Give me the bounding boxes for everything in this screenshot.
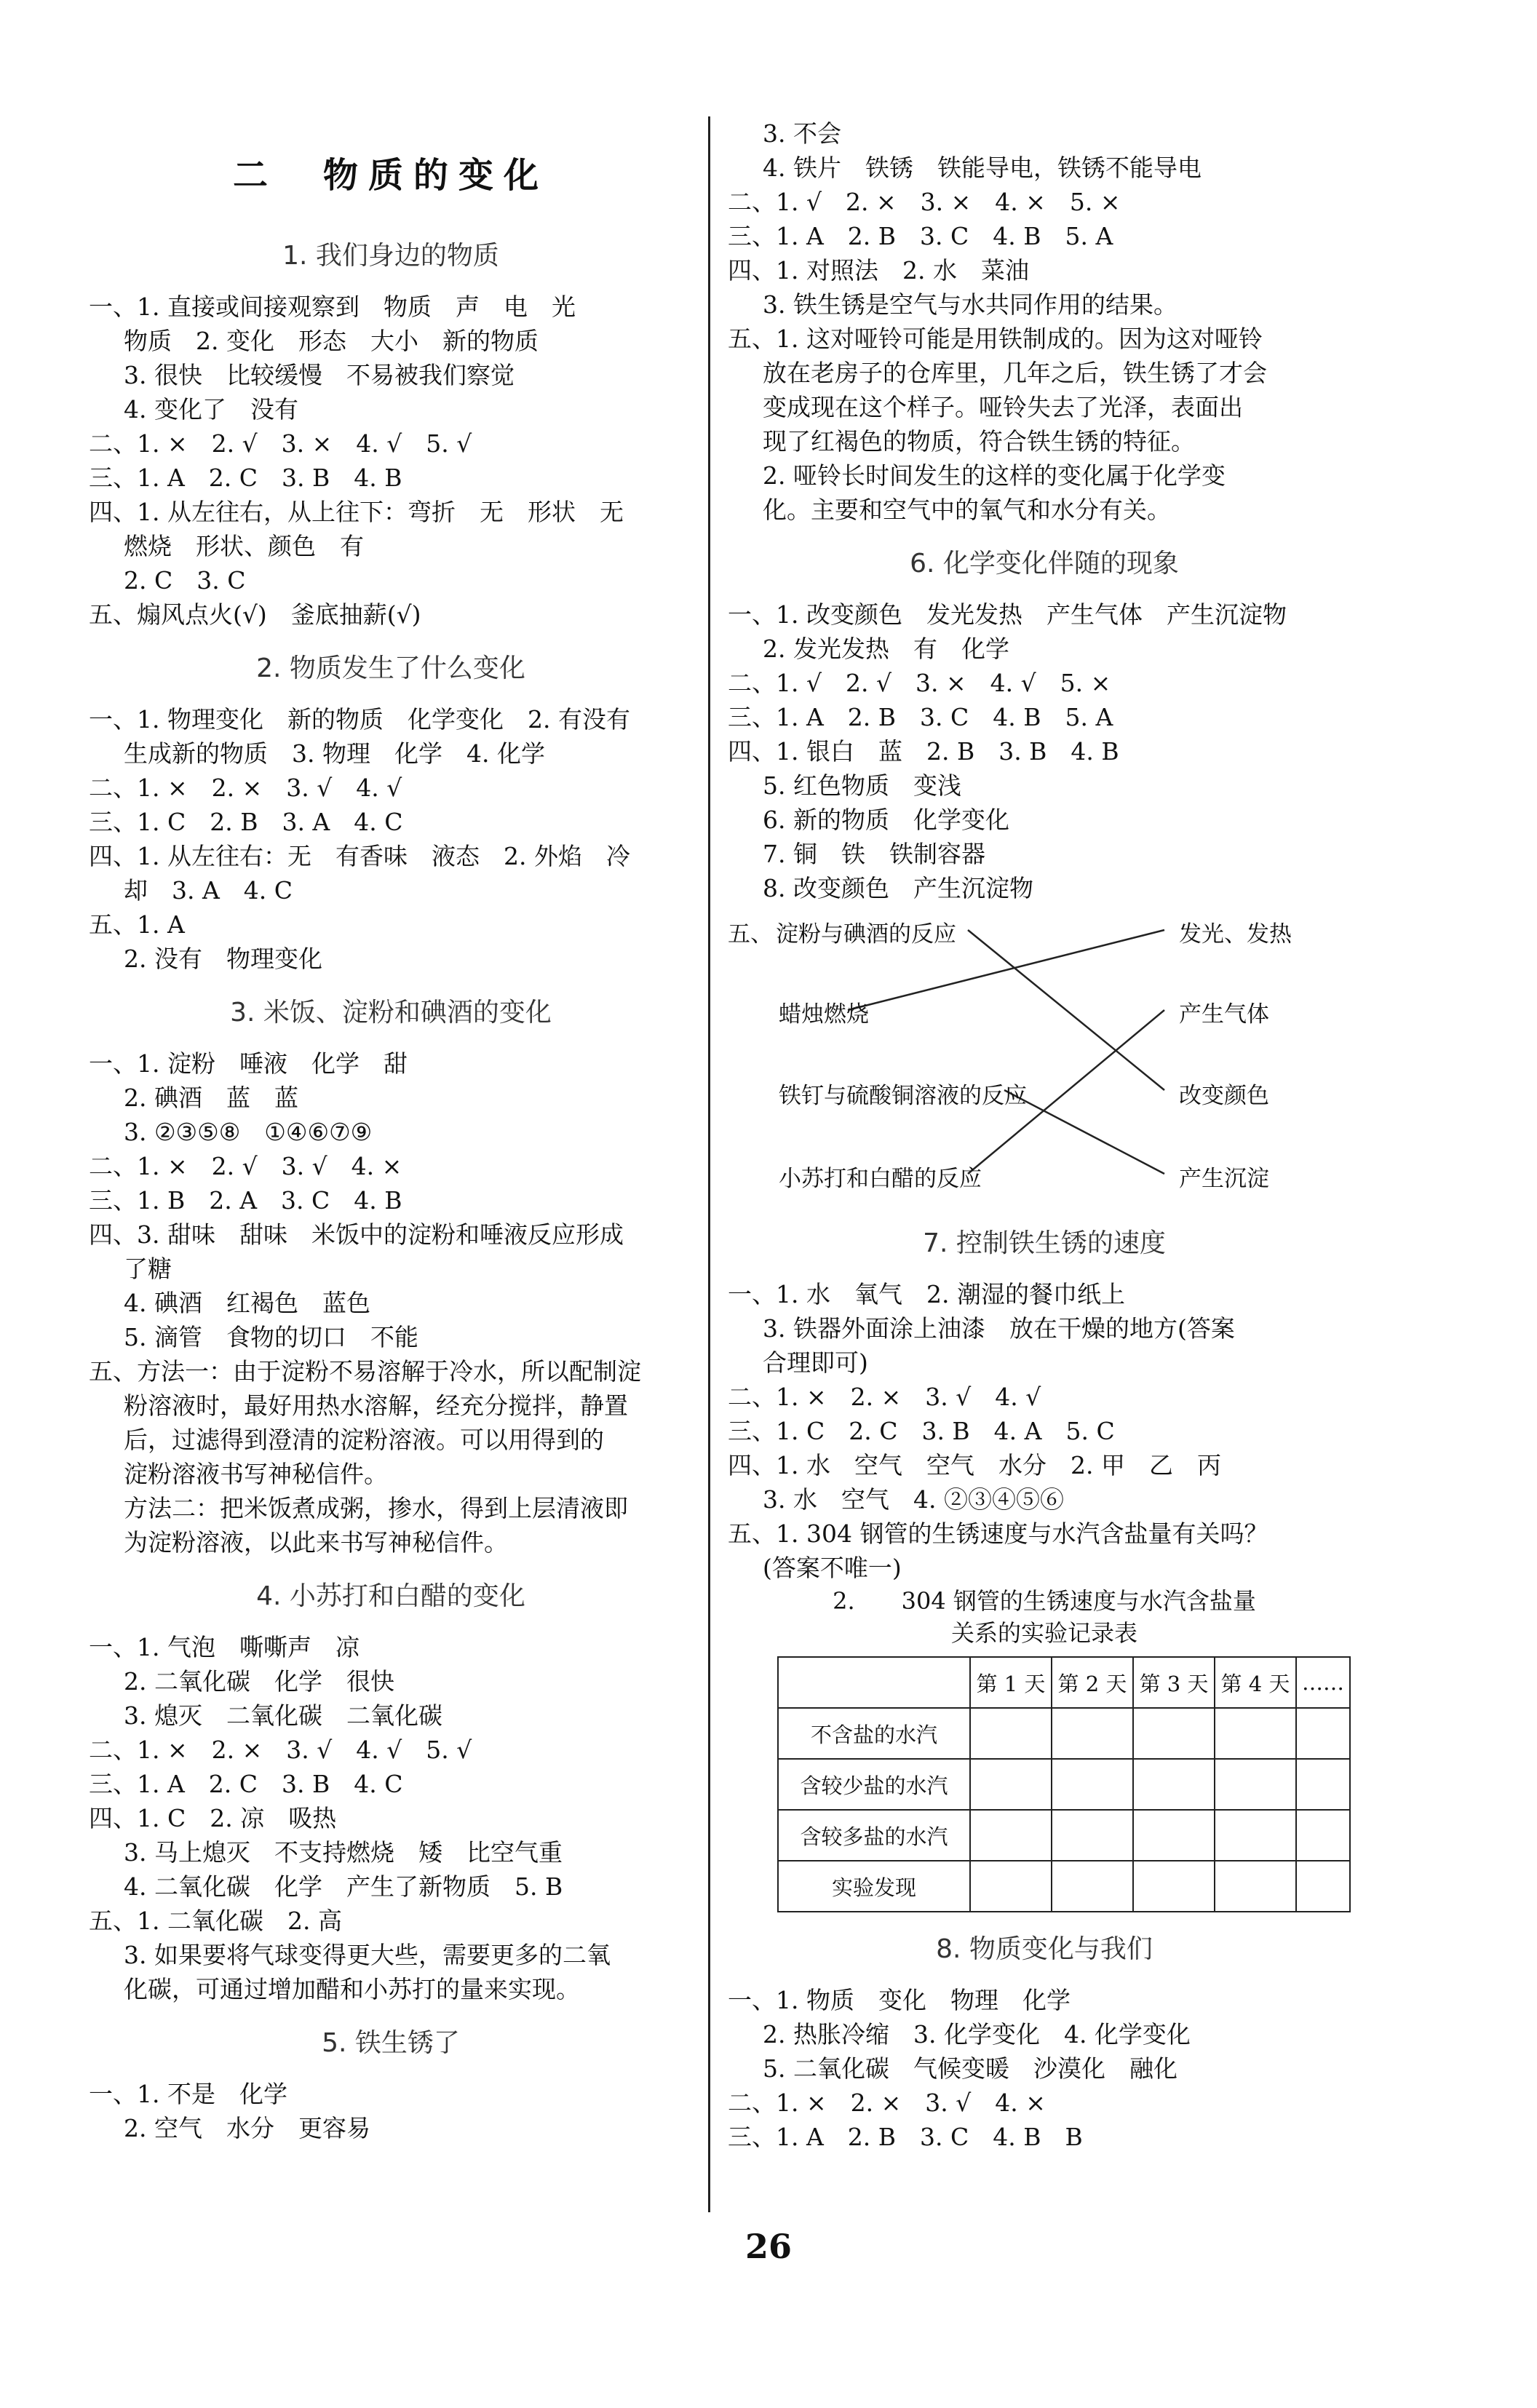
answer-line: 3. 马上熄灭 不支持燃烧 矮 比空气重	[124, 1838, 563, 1867]
match-left-item: 小苏打和白醋的反应	[779, 1166, 982, 1192]
answer-line: 四、1. 从左往右，从上往下：弯折 无 形状 无	[89, 498, 624, 526]
answer-line: 二、1. × 2. × 3. √ 4. √ 5. √	[89, 1736, 472, 1764]
answer-line: 五、1. A	[89, 910, 185, 939]
answer-line: 五、煽风点火(√) 釜底抽薪(√)	[89, 600, 421, 629]
table-header-row	[778, 1657, 1350, 1708]
answer-line: 一、1. 物质 变化 物理 化学	[728, 1986, 1071, 2014]
answer-line: 3. 水 空气 4. ②③④⑤⑥	[763, 1485, 1064, 1514]
answer-line: 二、1. × 2. √ 3. × 4. √ 5. √	[89, 429, 472, 458]
table-caption: 关系的实验记录表	[950, 1619, 1137, 1647]
answer-line: 2. 没有 物理变化	[124, 945, 322, 973]
match-left-item: 蜡烛燃烧	[779, 1001, 869, 1028]
matching-diagram	[728, 908, 1361, 1207]
answer-line: 2. 碘酒 蓝 蓝	[124, 1084, 298, 1112]
answer-line: 合理即可)	[763, 1348, 868, 1377]
answer-line: 三、1. A 2. B 3. C 4. B B	[728, 2123, 1083, 2151]
table-row	[778, 1759, 1350, 1810]
answer-line: 一、1. 气泡 嘶嘶声 凉	[89, 1633, 360, 1661]
answer-line: 2. 空气 水分 更容易	[124, 2114, 370, 2142]
table-row	[778, 1810, 1350, 1861]
answer-line: 却 3. A 4. C	[124, 876, 293, 905]
answer-line: 淀粉溶液书写神秘信件。	[124, 1460, 388, 1488]
table-row-label: 含较多盐的水汽	[778, 1810, 970, 1861]
table-header-cell: 第 1 天	[970, 1657, 1052, 1708]
answer-line: 4. 二氧化碳 化学 产生了新物质 5. B	[124, 1872, 563, 1901]
page-number: 26	[744, 2227, 792, 2266]
answer-line: 三、1. A 2. B 3. C 4. B 5. A	[728, 703, 1113, 731]
left-column	[89, 109, 693, 2145]
table-header-cell: 第 3 天	[1133, 1657, 1215, 1708]
table-row-label: 不含盐的水汽	[778, 1708, 970, 1759]
answer-line: 一、1. 不是 化学	[89, 2080, 287, 2108]
answer-line: 二、1. × 2. × 3. √ 4. √	[89, 774, 402, 802]
table-header-cell: 第 2 天	[1052, 1657, 1133, 1708]
answer-line: 燃烧 形状、颜色 有	[124, 532, 364, 560]
answer-line: 三、1. B 2. A 3. C 4. B	[89, 1186, 402, 1215]
answer-line: (答案不唯一)	[763, 1554, 902, 1582]
answer-line: 二、1. √ 2. × 3. × 4. × 5. ×	[728, 188, 1121, 216]
answer-line: 8. 改变颜色 产生沉淀物	[763, 874, 1033, 902]
answer-line: 二、1. √ 2. √ 3. × 4. √ 5. ×	[728, 669, 1111, 697]
match-line	[1004, 1090, 1164, 1174]
answer-line: 一、1. 物理变化 新的物质 化学变化 2. 有没有	[89, 705, 630, 734]
answer-line: 四、3. 甜味 甜味 米饭中的淀粉和唾液反应形成	[89, 1220, 624, 1249]
match-right-item: 发光、发热	[1179, 921, 1292, 947]
experiment-record-table	[777, 1656, 1351, 1912]
answer-line: 粉溶液时，最好用热水溶解，经充分搅拌，静置	[124, 1391, 628, 1420]
answer-line: 三、1. C 2. C 3. B 4. A 5. C	[728, 1417, 1115, 1445]
answer-line: 6. 新的物质 化学变化	[763, 806, 1009, 834]
chapter-title: 二 物质的变化	[232, 155, 549, 196]
answer-line: 4. 碘酒 红褐色 蓝色	[124, 1289, 370, 1317]
answer-line: 5. 红色物质 变浅	[763, 771, 961, 800]
answer-line: 二、1. × 2. × 3. √ 4. √	[728, 1383, 1041, 1411]
table-header-cell	[778, 1657, 970, 1708]
match-right-item: 改变颜色	[1179, 1083, 1269, 1109]
match-right-item: 产生沉淀	[1179, 1166, 1269, 1192]
table-row	[778, 1861, 1350, 1912]
section-title-5: 5. 铁生锈了	[322, 2028, 460, 2058]
answer-line: 四、1. 银白 蓝 2. B 3. B 4. B	[728, 737, 1119, 766]
answer-line: 2. 二氧化碳 化学 很快	[124, 1667, 394, 1696]
match-left-item: 铁钉与硫酸铜溶液的反应	[779, 1083, 1027, 1109]
match-left-item: 淀粉与碘酒的反应	[776, 921, 956, 947]
section-title-6: 6. 化学变化伴随的现象	[910, 549, 1179, 579]
answer-line: 三、1. A 2. C 3. B 4. B	[89, 464, 402, 492]
answer-line: 5. 滴管 食物的切口 不能	[124, 1323, 418, 1351]
right-column	[728, 116, 1361, 2154]
answer-line: 后，过滤得到澄清的淀粉溶液。可以用得到的	[124, 1426, 604, 1454]
answer-line: 3. 如果要将气球变得更大些，需要更多的二氧	[124, 1941, 611, 1969]
answer-line: 四、1. C 2. 凉 吸热	[89, 1804, 337, 1832]
answer-line: 一、1. 改变颜色 发光发热 产生气体 产生沉淀物	[728, 600, 1287, 629]
answer-line: 三、1. C 2. B 3. A 4. C	[89, 808, 403, 836]
answer-line: 五、1. 二氧化碳 2. 高	[89, 1907, 342, 1935]
answer-line: 方法二：把米饭煮成粥，掺水，得到上层清液即	[124, 1494, 628, 1522]
answer-line: 五、1. 304 钢管的生锈速度与水汽含盐量有关吗？	[728, 1519, 1268, 1548]
answer-line: 4. 铁片 铁锈 铁能导电，铁锈不能导电	[763, 154, 1202, 182]
answer-line: 四、1. 对照法 2. 水 菜油	[728, 256, 1029, 285]
section-title-7: 7. 控制铁生锈的速度	[923, 1228, 1166, 1258]
answer-line: 三、1. A 2. C 3. B 4. C	[89, 1770, 403, 1798]
answer-line: 物质 2. 变化 形态 大小 新的物质	[124, 327, 539, 355]
section-title-3: 3. 米饭、淀粉和碘酒的变化	[230, 998, 552, 1028]
answer-line: 二、1. × 2. × 3. √ 4. ×	[728, 2089, 1046, 2117]
answer-line: 3. 很快 比较缓慢 不易被我们察觉	[124, 361, 515, 389]
table-header-cell: 第 4 天	[1215, 1657, 1296, 1708]
answer-line: 7. 铜 铁 铁制容器	[763, 840, 985, 868]
answer-line: 一、1. 直接或间接观察到 物质 声 电 光	[89, 293, 576, 321]
answer-line: 化碳，可通过增加醋和小苏打的量来实现。	[124, 1975, 580, 2003]
answer-line: 三、1. A 2. B 3. C 4. B 5. A	[728, 222, 1113, 250]
answer-line: 放在老房子的仓库里，几年之后，铁生锈了才会	[763, 359, 1267, 387]
section-title-1: 1. 我们身边的物质	[282, 241, 499, 271]
answer-line: 五、方法一：由于淀粉不易溶解于冷水，所以配制淀	[89, 1357, 641, 1386]
answer-line: 2. C 3. C	[124, 566, 246, 595]
answer-line: 四、1. 从左往右：无 有香味 液态 2. 外焰 冷	[89, 842, 630, 870]
table-row-label: 实验发现	[778, 1861, 970, 1912]
answer-line: 为淀粉溶液，以此来书写神秘信件。	[124, 1528, 508, 1557]
section-title-4: 4. 小苏打和白醋的变化	[256, 1581, 525, 1611]
answer-line: 5. 二氧化碳 气候变暖 沙漠化 融化	[763, 2054, 1177, 2083]
answer-line: 变成现在这个样子。哑铃失去了光泽，表面出	[763, 393, 1243, 421]
answer-line: 2. 热胀冷缩 3. 化学变化 4. 化学变化	[763, 2020, 1191, 2049]
section-title-8: 8. 物质变化与我们	[936, 1934, 1153, 1964]
answer-line: 3. ②③⑤⑧ ①④⑥⑦⑨	[124, 1118, 373, 1146]
answer-line: 3. 不会	[763, 119, 841, 148]
answer-line: 了糖	[124, 1255, 172, 1283]
section-title-2: 2. 物质发生了什么变化	[256, 653, 525, 683]
answer-line: 四、1. 水 空气 空气 水分 2. 甲 乙 丙	[728, 1451, 1221, 1479]
answer-line: 化。主要和空气中的氧气和水分有关。	[763, 496, 1171, 524]
answer-line: 现了红褐色的物质，符合铁生锈的特征。	[763, 427, 1195, 456]
answer-line: 4. 变化了 没有	[124, 395, 298, 424]
answer-line: 3. 铁器外面涂上油漆 放在干燥的地方(答案	[763, 1314, 1235, 1343]
table-row-label: 含较少盐的水汽	[778, 1759, 970, 1810]
answer-line: 3. 熄灭 二氧化碳 二氧化碳	[124, 1701, 442, 1730]
answer-line: 3. 铁生锈是空气与水共同作用的结果。	[763, 290, 1177, 319]
answer-line: 五、1. 这对哑铃可能是用铁制成的。因为这对哑铃	[728, 325, 1263, 353]
answer-line: 一、1. 淀粉 唾液 化学 甜	[89, 1049, 408, 1078]
table-row	[778, 1708, 1350, 1759]
answer-line: 2. 发光发热 有 化学	[763, 635, 1009, 663]
table-caption: 2. 304 钢管的生锈速度与水汽含盐量	[833, 1587, 1256, 1615]
match-right-item: 产生气体	[1179, 1001, 1269, 1028]
column-divider	[708, 116, 710, 2212]
match-prefix: 五、	[728, 921, 773, 947]
table-header-cell: ……	[1296, 1657, 1350, 1708]
answer-line: 一、1. 水 氧气 2. 潮湿的餐巾纸上	[728, 1280, 1125, 1308]
answer-line: 二、1. × 2. √ 3. √ 4. ×	[89, 1152, 402, 1180]
answer-line: 2. 哑铃长时间发生的这样的变化属于化学变	[763, 461, 1226, 490]
answer-line: 生成新的物质 3. 物理 化学 4. 化学	[124, 739, 545, 768]
